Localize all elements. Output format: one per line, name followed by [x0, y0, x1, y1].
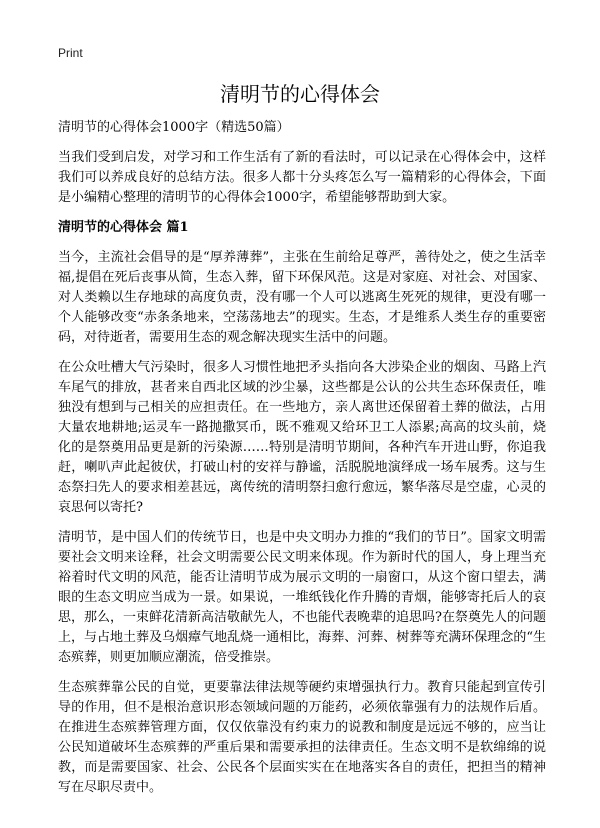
document-subtitle: 清明节的心得体会1000字（精选50篇） — [58, 120, 290, 135]
body-paragraph-4: 生态殡葬靠公民的自觉，更要靠法律法规等硬约束增强执行力。教育只能起到宣传引导的作用，但不是根治意识形态领域问题的万能药，必须依靠强有力的法规作后盾。在推进生态殡葬管理方面，仅仅依靠没有约束力的说教和制度是远远不够的，应当让公民知道破坏生态殡葬的严重后果和需要承担的法律责任。生态文明不是软绵绵的说教，而是需要国家、社会、公民各个层面实实在在地落实各自的责任，把担当的精神写在尽职尽责中。 — [58, 680, 546, 795]
section-heading: 清明节的心得体会 篇1 — [58, 220, 189, 235]
print-link[interactable]: Print — [58, 46, 83, 60]
page-title: 清明节的心得体会 — [220, 82, 380, 106]
body-paragraph-2: 在公众吐槽大气污染时，很多人习惯性地把矛头指向各大涉染企业的烟囱、马路上汽车尾气的排放，甚者来自西北区域的沙尘暴，这些都是公认的公共生态环保责任，唯独没有想到与己相关的应担责任。在一些地方，亲人离世还保留着土葬的做法，占用大量农地耕地;运灵车一路抛撒冥币，既不雅观又给环卫工人添累;高高的坟头前，烧化的是祭奠用品更是新的污染源……特别是清明节期间，各种汽车开进山野，你追我赶，喇叭声此起彼伏，打破山村的安祥与静谧，活脱脱地演绎成一场车展秀。这与生态祭扫先人的要求相差甚远，离传统的清明祭扫愈行愈远，繁华落尽是空虚，心灵的哀思何以寄托? — [58, 360, 546, 515]
document-body — [58, 118, 546, 808]
intro-paragraph: 当我们受到启发，对学习和工作生活有了新的看法时，可以记录在心得体会中，这样我们可以养成良好的总结方法。很多人都十分头疼怎么写一篇精彩的心得体会，下面是小编精心整理的清明节的心得体会1000字，希望能够帮助到大家。 — [58, 150, 546, 205]
body-paragraph-3: 清明节，是中国人们的传统节日，也是中央文明办力推的“我们的节日”。国家文明需要社会文明来诠释，社会文明需要公民文明来体现。作为新时代的国人，身上理当充裕着时代文明的风范，能否让清明节成为展示文明的一扇窗口，从这个窗口望去，满眼的生态文明应当成为一景。如果说，一堆纸钱化作升腾的青烟，能够寄托后人的哀思，那么，一束鲜花清新高洁敬献先人，不也能代表晚辈的追思吗?在祭奠先人的问题上，与占地土葬及乌烟瘴气地乱烧一通相比，海葬、河葬、树葬等充满环保理念的“生态殡葬，则更加顺应潮流，倍受推崇。 — [58, 530, 546, 665]
body-paragraph-1: 当今，主流社会倡导的是“厚养薄葬”，主张在生前给足尊严，善待处之，使之生活幸福,提倡在死后丧事从简，生态入葬，留下环保风范。这是对家庭、对社会、对国家、对人类赖以生存地球的高度负责，没有哪一个人可以逃离生死死的规律，更没有哪一个人能够改变“赤条条地来，空荡荡地去”的现实。生态，才是维系人类生存的重要密码，对待逝者，需要用生态的观念解决现实生活中的问题。 — [58, 250, 546, 345]
